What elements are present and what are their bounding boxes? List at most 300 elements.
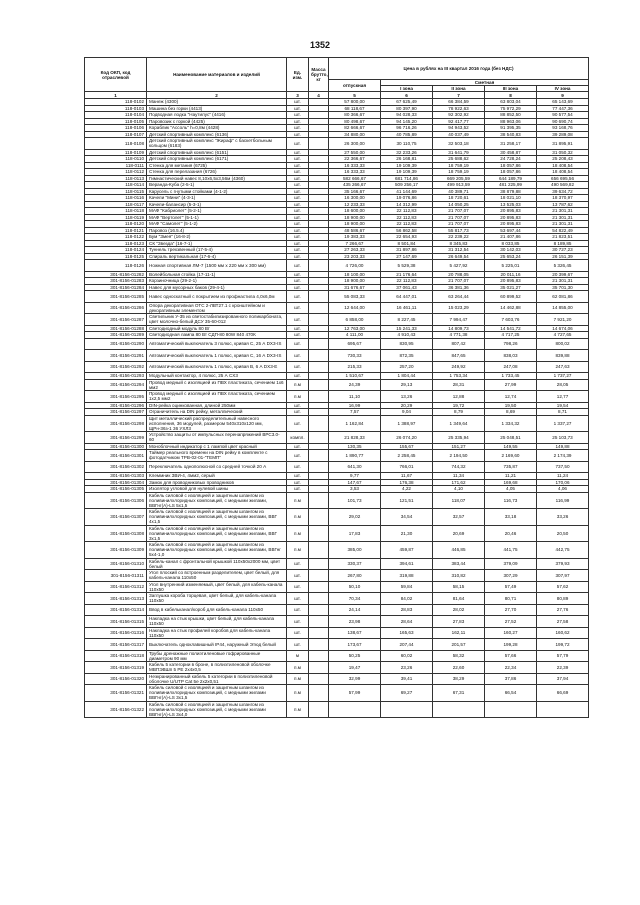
- item-unit: шт.: [287, 260, 309, 272]
- item-mass: [309, 379, 329, 391]
- price-zone-2: 1 753,34: [433, 373, 485, 380]
- price-zone-3: 379,09: [485, 558, 537, 570]
- price-zone-3: 11,21: [485, 473, 537, 480]
- item-code: 301-8156-01293: [85, 373, 147, 380]
- item-name: Качели-балансир (5-3-1): [147, 201, 287, 208]
- item-code: 301-8156-01282: [85, 271, 147, 278]
- item-name: Стенка для метания (6725): [147, 162, 287, 169]
- price-zone-3: 21 407,86: [485, 234, 537, 241]
- item-code: 301-8156-01318: [85, 650, 147, 662]
- item-unit: шт.: [287, 118, 309, 125]
- price-zone-3: 4 717,25: [485, 332, 537, 339]
- price-zone-3: 4,05: [485, 486, 537, 493]
- item-code: 118-0125: [85, 253, 147, 260]
- price-zone-2: 63 264,44: [433, 291, 485, 303]
- price-zone-3: 14 462,88: [485, 302, 537, 314]
- price-zone-2: 499 913,59: [433, 182, 485, 189]
- price-zone-1: 22 654,93: [381, 234, 433, 241]
- item-unit: шт.: [287, 149, 309, 156]
- item-unit: шт.: [287, 182, 309, 189]
- item-name: Изолятор угловой для нулевой шины: [147, 486, 287, 493]
- item-code: 301-8156-01309: [85, 542, 147, 559]
- price-zone-4: 21 301,31: [537, 208, 589, 215]
- price-zone-2: 21 707,07: [433, 214, 485, 221]
- price-zone-4: 57,79: [537, 650, 589, 662]
- price-zone-1: 1 804,44: [381, 373, 433, 380]
- table-row: [85, 314, 589, 326]
- item-unit: шт.: [287, 240, 309, 247]
- price-zone-4: 14 855,00: [537, 302, 589, 314]
- price-zone-2: 18 759,19: [433, 162, 485, 169]
- price-zone-2: 26 649,54: [433, 253, 485, 260]
- price-zone-4: 18 370,97: [537, 195, 589, 202]
- item-name: Ограничитель на DIN рейку, металлический: [147, 409, 287, 416]
- price-zone-2: 18 759,19: [433, 169, 485, 176]
- price-zone-3: 31 258,17: [485, 138, 537, 150]
- header-zone-3: III зона: [485, 86, 537, 92]
- price-release: 26 300,00: [329, 138, 381, 150]
- price-zone-4: 4 727,65: [537, 332, 589, 339]
- item-name: Накладка на стык профилей коробов для кабель-канала 110х50: [147, 627, 287, 639]
- item-unit: шт.: [287, 188, 309, 195]
- price-release: 27 263,33: [329, 247, 381, 254]
- price-zone-4: 1 737,27: [537, 373, 589, 380]
- price-zone-3: 27,52: [485, 616, 537, 628]
- price-release: 18 100,00: [329, 271, 381, 278]
- price-zone-1: 32 233,26: [381, 149, 433, 156]
- price-zone-2: 2 194,50: [433, 450, 485, 462]
- price-zone-1: 1 388,97: [381, 415, 433, 432]
- price-release: 641,30: [329, 461, 381, 473]
- price-zone-3: 116,73: [485, 492, 537, 509]
- price-zone-2: 20 788,05: [433, 271, 485, 278]
- price-zone-2: 22,60: [433, 662, 485, 674]
- item-name: Провод медный с изоляцией из ПВХ пластиката, сечением 1х6 мм2: [147, 379, 287, 391]
- table-row: [85, 415, 589, 432]
- price-zone-3: 38 540,83: [485, 131, 537, 138]
- price-zone-1: 11,67: [381, 473, 433, 480]
- item-unit: шт.: [287, 570, 309, 582]
- price-zone-1: 69,27: [381, 685, 433, 702]
- price-release: 138,67: [329, 627, 381, 639]
- price-zone-4: 170,06: [537, 479, 589, 486]
- price-zone-1: 21 176,64: [381, 271, 433, 278]
- price-release: 29,02: [329, 509, 381, 526]
- price-zone-4: 62 081,86: [537, 291, 589, 303]
- item-code: 118-0112: [85, 169, 147, 176]
- item-name: Качели "Мини" (4-3-1): [147, 195, 287, 202]
- price-zone-1: 19 109,39: [381, 162, 433, 169]
- table-row: [85, 627, 589, 639]
- price-release: 18 900,00: [329, 214, 381, 221]
- item-code: 301-8156-01300: [85, 443, 147, 450]
- table-row: [85, 650, 589, 662]
- table-row: [85, 302, 589, 314]
- price-zone-2: 15 023,29: [433, 302, 485, 314]
- item-unit: шт.: [287, 247, 309, 254]
- price-zone-3: 18 057,86: [485, 169, 537, 176]
- item-code: 301-8156-01286: [85, 302, 147, 314]
- item-mass: [309, 558, 329, 570]
- item-code: 301-8156-01285: [85, 291, 147, 303]
- column-index-row: [85, 92, 589, 99]
- item-unit: п.м: [287, 492, 309, 509]
- price-zone-3: 38 879,88: [485, 188, 537, 195]
- price-zone-4: 18 408,54: [537, 162, 589, 169]
- item-unit: шт.: [287, 125, 309, 132]
- price-zone-4: [537, 701, 589, 718]
- price-zone-1: 872,35: [381, 350, 433, 362]
- price-zone-1: 27 147,69: [381, 253, 433, 260]
- price-zone-2: 78 922,63: [433, 105, 485, 112]
- item-unit: шт.: [287, 195, 309, 202]
- price-zone-4: 20,50: [537, 525, 589, 542]
- price-zone-1: 155,67: [381, 443, 433, 450]
- price-zone-4: 27,76: [537, 604, 589, 616]
- price-zone-3: 30 458,87: [485, 149, 537, 156]
- price-zone-2: 40 037,49: [433, 131, 485, 138]
- price-release: 50,10: [329, 581, 381, 593]
- price-zone-4: 116,99: [537, 492, 589, 509]
- price-zone-1: 19 076,86: [381, 195, 433, 202]
- item-mass: [309, 627, 329, 639]
- price-zone-1: 64 447,01: [381, 291, 433, 303]
- item-unit: шт.: [287, 604, 309, 616]
- item-unit: шт.: [287, 214, 309, 221]
- price-zone-2: 8 345,83: [433, 240, 485, 247]
- price-release: 32,99: [329, 673, 381, 685]
- item-name: Устройство защиты от импульсных перенапряжений ВРС3.0-60: [147, 432, 287, 444]
- price-zone-3: 8,69: [485, 409, 537, 416]
- table-body: [85, 99, 589, 718]
- price-zone-3: 66,54: [485, 685, 537, 702]
- item-unit: шт.: [287, 415, 309, 432]
- price-zone-1: 16 461,11: [381, 302, 433, 314]
- item-name: Кабель-канал с фронтальной крышкой 110х50х2000 мм, цвет белый: [147, 558, 287, 570]
- price-zone-2: 19,72: [433, 402, 485, 409]
- item-code: 301-8156-01310: [85, 558, 147, 570]
- table-header: [85, 58, 589, 99]
- item-name: Переключатель однополюсной со средней точкой 20 А: [147, 461, 287, 473]
- price-zone-2: 11,34: [433, 473, 485, 480]
- item-mass: [309, 138, 329, 150]
- price-release: 31 676,67: [329, 284, 381, 291]
- price-zone-3: 24 728,24: [485, 156, 537, 163]
- price-zone-2: 171,62: [433, 479, 485, 486]
- item-code: 301-8156-01297: [85, 409, 147, 416]
- item-name: Опора декоративная ОТС 2-ЛВТ27.1 с кронштейном и декоративным элементом: [147, 302, 287, 314]
- item-name: Светодиодная лампа 80 Вт СДП-80 80W 840 470К: [147, 332, 287, 339]
- item-mass: [309, 350, 329, 362]
- price-zone-2: 32,57: [433, 509, 485, 526]
- item-code: 301-8156-01288: [85, 325, 147, 332]
- item-name: Машина без горки (4413): [147, 105, 287, 112]
- item-code: 118-0122: [85, 234, 147, 241]
- item-name: Кораблик "Ассоль" h=0,8м (4428): [147, 125, 287, 132]
- item-mass: [309, 338, 329, 350]
- price-zone-4: 1 337,27: [537, 415, 589, 432]
- price-zone-1: 13,26: [381, 391, 433, 403]
- item-unit: шт.: [287, 338, 309, 350]
- price-release: 23 203,33: [329, 253, 381, 260]
- item-unit: шт.: [287, 169, 309, 176]
- price-zone-4: 65 143,69: [537, 99, 589, 106]
- price-table: [84, 57, 589, 718]
- item-code: 301-8156-01321: [85, 685, 147, 702]
- price-zone-2: 383,44: [433, 558, 485, 570]
- item-unit: шт.: [287, 581, 309, 593]
- item-name: Накладка на стык крышки, цвет белый, для кабель-канала 110х50: [147, 616, 287, 628]
- price-zone-2: 14 809,73: [433, 325, 485, 332]
- price-zone-1: 2 258,45: [381, 450, 433, 462]
- price-zone-4: 160,62: [537, 627, 589, 639]
- item-mass: [309, 570, 329, 582]
- table-row: [85, 639, 589, 651]
- price-zone-4: 199,72: [537, 639, 589, 651]
- item-code: 118-0109: [85, 149, 147, 156]
- price-zone-1: 37 061,43: [381, 284, 433, 291]
- price-zone-2: 21 707,07: [433, 208, 485, 215]
- header-unit: Ед. изм.: [287, 58, 309, 92]
- item-unit: шт.: [287, 402, 309, 409]
- item-code: 301-8156-01301: [85, 450, 147, 462]
- item-unit: шт.: [287, 175, 309, 182]
- item-mass: [309, 542, 329, 559]
- price-zone-1: 94 145,20: [381, 118, 433, 125]
- item-code: 301-8156-01317: [85, 639, 147, 651]
- item-unit: шт.: [287, 558, 309, 570]
- table-row: [85, 361, 589, 373]
- item-name: Автоматический выключатель 1 полюс, кривая С, 16 А DX3-IS: [147, 350, 287, 362]
- price-zone-4: 839,88: [537, 350, 589, 362]
- price-zone-2: 58,32: [433, 650, 485, 662]
- price-zone-2: 807,42: [433, 338, 485, 350]
- price-zone-4: 20 399,67: [537, 271, 589, 278]
- item-code: 118-0123: [85, 240, 147, 247]
- price-zone-4: 25 208,43: [537, 156, 589, 163]
- price-zone-1: 4 910,43: [381, 332, 433, 339]
- price-release: 24,14: [329, 604, 381, 616]
- header-zone-1: I зона: [381, 86, 433, 92]
- price-zone-4: 8,71: [537, 409, 589, 416]
- price-zone-3: 60 899,52: [485, 291, 537, 303]
- price-zone-4: 39 634,72: [537, 188, 589, 195]
- price-zone-4: 737,50: [537, 461, 589, 473]
- item-name: Паровозик с горкой (4425): [147, 118, 287, 125]
- price-zone-3: 91 395,35: [485, 125, 537, 132]
- item-unit: шт.: [287, 208, 309, 215]
- price-zone-2: 92 417,77: [433, 118, 485, 125]
- price-zone-2: 31 312,54: [433, 247, 485, 254]
- price-zone-3: 88 852,50: [485, 112, 537, 119]
- price-release: 12 233,33: [329, 201, 381, 208]
- price-release: 267,80: [329, 570, 381, 582]
- price-release: 3,53: [329, 486, 381, 493]
- item-unit: шт.: [287, 443, 309, 450]
- price-zone-3: 25 048,51: [485, 432, 537, 444]
- table-row: [85, 379, 589, 391]
- item-mass: [309, 685, 329, 702]
- price-release: 16,99: [329, 402, 381, 409]
- price-release: 19 383,33: [329, 234, 381, 241]
- price-zone-1: 9,04: [381, 409, 433, 416]
- price-zone-4: 21 823,51: [537, 234, 589, 241]
- price-zone-3: 13 525,03: [485, 201, 537, 208]
- item-unit: шт.: [287, 314, 309, 326]
- item-unit: п.м: [287, 701, 309, 718]
- header-release-price: отпускная: [329, 80, 381, 92]
- price-zone-1: 459,87: [381, 542, 433, 559]
- item-code: 301-8156-01291: [85, 350, 147, 362]
- price-zone-4: 12,77: [537, 391, 589, 403]
- price-zone-3: 20 895,83: [485, 208, 537, 215]
- item-name: Клеммник ЗВИ-4, 4мм2, серый: [147, 473, 287, 480]
- price-zone-2: 446,85: [433, 542, 485, 559]
- price-zone-2: 5 427,92: [433, 260, 485, 272]
- item-name: Манеж (4300): [147, 99, 287, 106]
- table-row: [85, 558, 589, 570]
- item-unit: шт.: [287, 350, 309, 362]
- item-name: МАФ "Самолет" (5-1-2): [147, 221, 287, 228]
- item-name: Детский спортивный комплекс (6151): [147, 149, 287, 156]
- price-zone-1: 39,41: [381, 673, 433, 685]
- price-zone-1: 94 028,33: [381, 112, 433, 119]
- item-code: 301-8156-01312: [85, 581, 147, 593]
- price-zone-1: 207,44: [381, 639, 433, 651]
- price-zone-1: 84,02: [381, 593, 433, 605]
- price-zone-3: 20 895,83: [485, 214, 537, 221]
- item-name: МАФ "Вертолет" (5-1-1): [147, 214, 287, 221]
- price-zone-1: 80 397,90: [381, 105, 433, 112]
- price-zone-1: 28,64: [381, 616, 433, 628]
- price-zone-1: 28,83: [381, 604, 433, 616]
- item-unit: шт.: [287, 131, 309, 138]
- table-row: [85, 432, 589, 444]
- item-unit: шт.: [287, 221, 309, 228]
- price-zone-4: 5 326,45: [537, 260, 589, 272]
- column-index: 5: [329, 92, 381, 99]
- item-code: 301-8156-01311: [85, 570, 147, 582]
- item-code: 118-0113: [85, 175, 147, 182]
- item-unit: шт.: [287, 409, 309, 416]
- price-zone-4: 30 727,23: [537, 247, 589, 254]
- item-unit: шт.: [287, 227, 309, 234]
- price-zone-2: 4 771,38: [433, 332, 485, 339]
- item-code: 301-8156-01303: [85, 473, 147, 480]
- item-unit: шт.: [287, 361, 309, 373]
- item-unit: шт.: [287, 332, 309, 339]
- item-mass: [309, 673, 329, 685]
- price-release: 55 083,33: [329, 291, 381, 303]
- price-zone-4: 4,06: [537, 486, 589, 493]
- item-name: Моноблочный индикатор с 1 лампой цвет красный: [147, 443, 287, 450]
- price-zone-2: 31 641,79: [433, 149, 485, 156]
- item-mass: [309, 509, 329, 526]
- price-zone-3: 169,68: [485, 479, 537, 486]
- item-unit: шт.: [287, 593, 309, 605]
- table-row: [85, 685, 589, 702]
- price-zone-1: 509 256,17: [381, 182, 433, 189]
- column-index: 2: [147, 92, 287, 99]
- price-zone-3: 20,46: [485, 525, 537, 542]
- item-unit: компл.: [287, 432, 309, 444]
- price-zone-4: 7 921,20: [537, 314, 589, 326]
- price-release: 16 333,33: [329, 162, 381, 169]
- item-unit: шт.: [287, 99, 309, 106]
- item-code: 301-8156-01289: [85, 332, 147, 339]
- item-code: 301-8156-01314: [85, 604, 147, 616]
- price-release: 9,77: [329, 473, 381, 480]
- price-zone-4: 307,97: [537, 570, 589, 582]
- item-code: 301-8156-01295: [85, 391, 147, 403]
- price-release: 101,73: [329, 492, 381, 509]
- column-index: 7: [433, 92, 485, 99]
- price-zone-2: 40 389,71: [433, 188, 485, 195]
- item-unit: п.м: [287, 391, 309, 403]
- table-row: [85, 662, 589, 674]
- item-unit: шт.: [287, 201, 309, 208]
- price-release: 385,00: [329, 542, 381, 559]
- price-release: 18 600,00: [329, 208, 381, 215]
- price-zone-3: 20 011,16: [485, 271, 537, 278]
- item-code: 301-8156-01294: [85, 379, 147, 391]
- table-row: [85, 604, 589, 616]
- item-name: Заглушка короба торцевая, цвет белый, для кабель-канала 110х50: [147, 593, 287, 605]
- price-release: 27 550,00: [329, 149, 381, 156]
- item-name: Угол внутренний изменяемый, цвет белый, для кабель-канала 110х50: [147, 581, 287, 593]
- item-name: Веранда-Куба (2-5-1): [147, 182, 287, 189]
- item-code: 118-0102: [85, 99, 147, 106]
- item-name: Трубы дренажные полиэтиленовые гофрированные диаметром 90 мм: [147, 650, 287, 662]
- price-release: 23,98: [329, 616, 381, 628]
- price-zone-3: 247,08: [485, 361, 537, 373]
- price-zone-3: 20 895,83: [485, 278, 537, 285]
- column-index: 6: [381, 92, 433, 99]
- item-name: Навес односкатный с покрытием из профнастила 4,0х6,0м: [147, 291, 287, 303]
- price-zone-4: 656 695,56: [537, 175, 589, 182]
- price-zone-2: 25 688,62: [433, 156, 485, 163]
- header-code: Код ОКП, код отраслевой: [85, 58, 147, 92]
- item-name: Подводная лодка "Наутилус" (4416): [147, 112, 287, 119]
- price-zone-3: 19,50: [485, 402, 537, 409]
- price-zone-1: 14 312,99: [381, 201, 433, 208]
- price-zone-2: 38,29: [433, 673, 485, 685]
- item-unit: шт.: [287, 105, 309, 112]
- price-zone-4: 31 050,32: [537, 149, 589, 156]
- item-name: Гимнастический навес 8,10х6,5х3,56м (4360): [147, 175, 287, 182]
- price-zone-2: 28,02: [433, 604, 485, 616]
- column-index: 3: [287, 92, 309, 99]
- item-name: Паровоз (16.5.4): [147, 227, 287, 234]
- price-zone-3: 75 972,29: [485, 105, 537, 112]
- price-release: 147,67: [329, 479, 381, 486]
- price-zone-3: 27,70: [485, 604, 537, 616]
- header-mass: Масса брутто, кг: [309, 58, 329, 92]
- price-release: 16 333,33: [329, 169, 381, 176]
- item-name: Кабель силовой с изоляцией и защитным шлангом из поливинилхлоридных композиций, с медными жилами, ВВГнг 5х4-1,0: [147, 542, 287, 559]
- price-zone-3: 838,03: [485, 350, 537, 362]
- price-zone-3: 33,18: [485, 509, 537, 526]
- item-code: 118-0106: [85, 125, 147, 132]
- price-zone-4: 26 151,39: [537, 253, 589, 260]
- price-zone-3: 57,66: [485, 650, 537, 662]
- price-release: 18 900,00: [329, 278, 381, 285]
- item-name: Карусель с гнутыми стойками (4-1-2): [147, 188, 287, 195]
- price-zone-4: 442,75: [537, 542, 589, 559]
- item-name: Бум "Змея" (16-8-2): [147, 234, 287, 241]
- item-name: Детский спортивный комплекс "Жираф" с баскетбольным кольцом (6183): [147, 138, 287, 150]
- item-code: 118-0117: [85, 201, 147, 208]
